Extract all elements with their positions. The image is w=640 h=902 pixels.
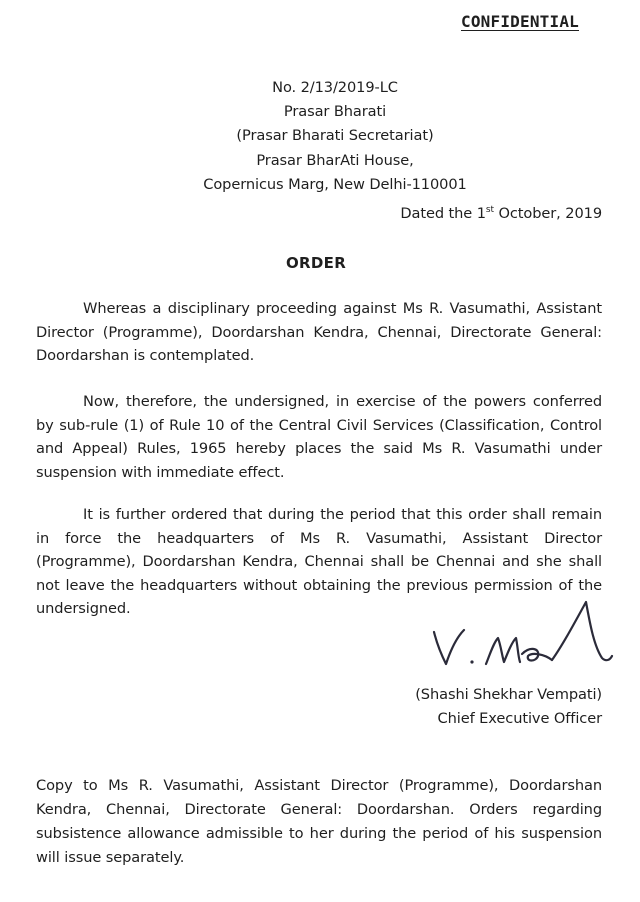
confidential-heading: CONFIDENTIAL bbox=[461, 12, 579, 31]
address-block bbox=[150, 76, 520, 197]
order-number: No. 2/13/2019-LC bbox=[272, 79, 398, 96]
paragraph-headquarters: It is further ordered that during the period that this order shall remain in force the headquarters of Ms R. Vasumathi, Assistant Director (Programme), Doordarshan Kendra, Chennai shall be Chennai and she shall not leave the headquarters without obtaining the previous permission of the undersigned. bbox=[36, 506, 602, 618]
copy-to-note: Copy to Ms R. Vasumathi, Assistant Director (Programme), Doordarshan Kendra, Chennai, Directorate General: Doordarshan. Orders regarding subsistence allowance admissible to her during the period of his suspension will issue separately. bbox=[36, 777, 602, 866]
paragraph-suspension: Now, therefore, the undersigned, in exercise of the powers conferred by sub-rule (1) of Rule 10 of the Central Civil Services (Classification, Control and Appeal) Rules, 1965 hereby places the said Ms R. Vasumathi under suspension with immediate effect. bbox=[36, 393, 602, 481]
organization-name: Prasar Bharati bbox=[283, 103, 387, 121]
signature-image bbox=[428, 594, 618, 676]
date-ordinal: st bbox=[485, 205, 494, 215]
signer-designation: Chief Executive Officer bbox=[437, 709, 602, 727]
order-title: ORDER bbox=[286, 254, 347, 272]
signer-block bbox=[415, 683, 602, 730]
signer-name: (Shashi Shekhar Vempati) bbox=[415, 686, 602, 703]
date-suffix: October, 2019 bbox=[493, 205, 602, 222]
department-name: (Prasar Bharati Secretariat) bbox=[236, 127, 434, 145]
date-prefix: Dated the 1 bbox=[400, 205, 486, 222]
paragraph-whereas: Whereas a disciplinary proceeding against Ms R. Vasumathi, Assistant Director (Programme), Doordarshan Kendra, Chennai, Directorate General: Doordarshan is contemplated. bbox=[36, 300, 602, 365]
order-date bbox=[400, 205, 602, 222]
street-address: Copernicus Marg, New Delhi-110001 bbox=[203, 175, 467, 193]
building-name: Prasar BharAti House, bbox=[256, 151, 414, 169]
